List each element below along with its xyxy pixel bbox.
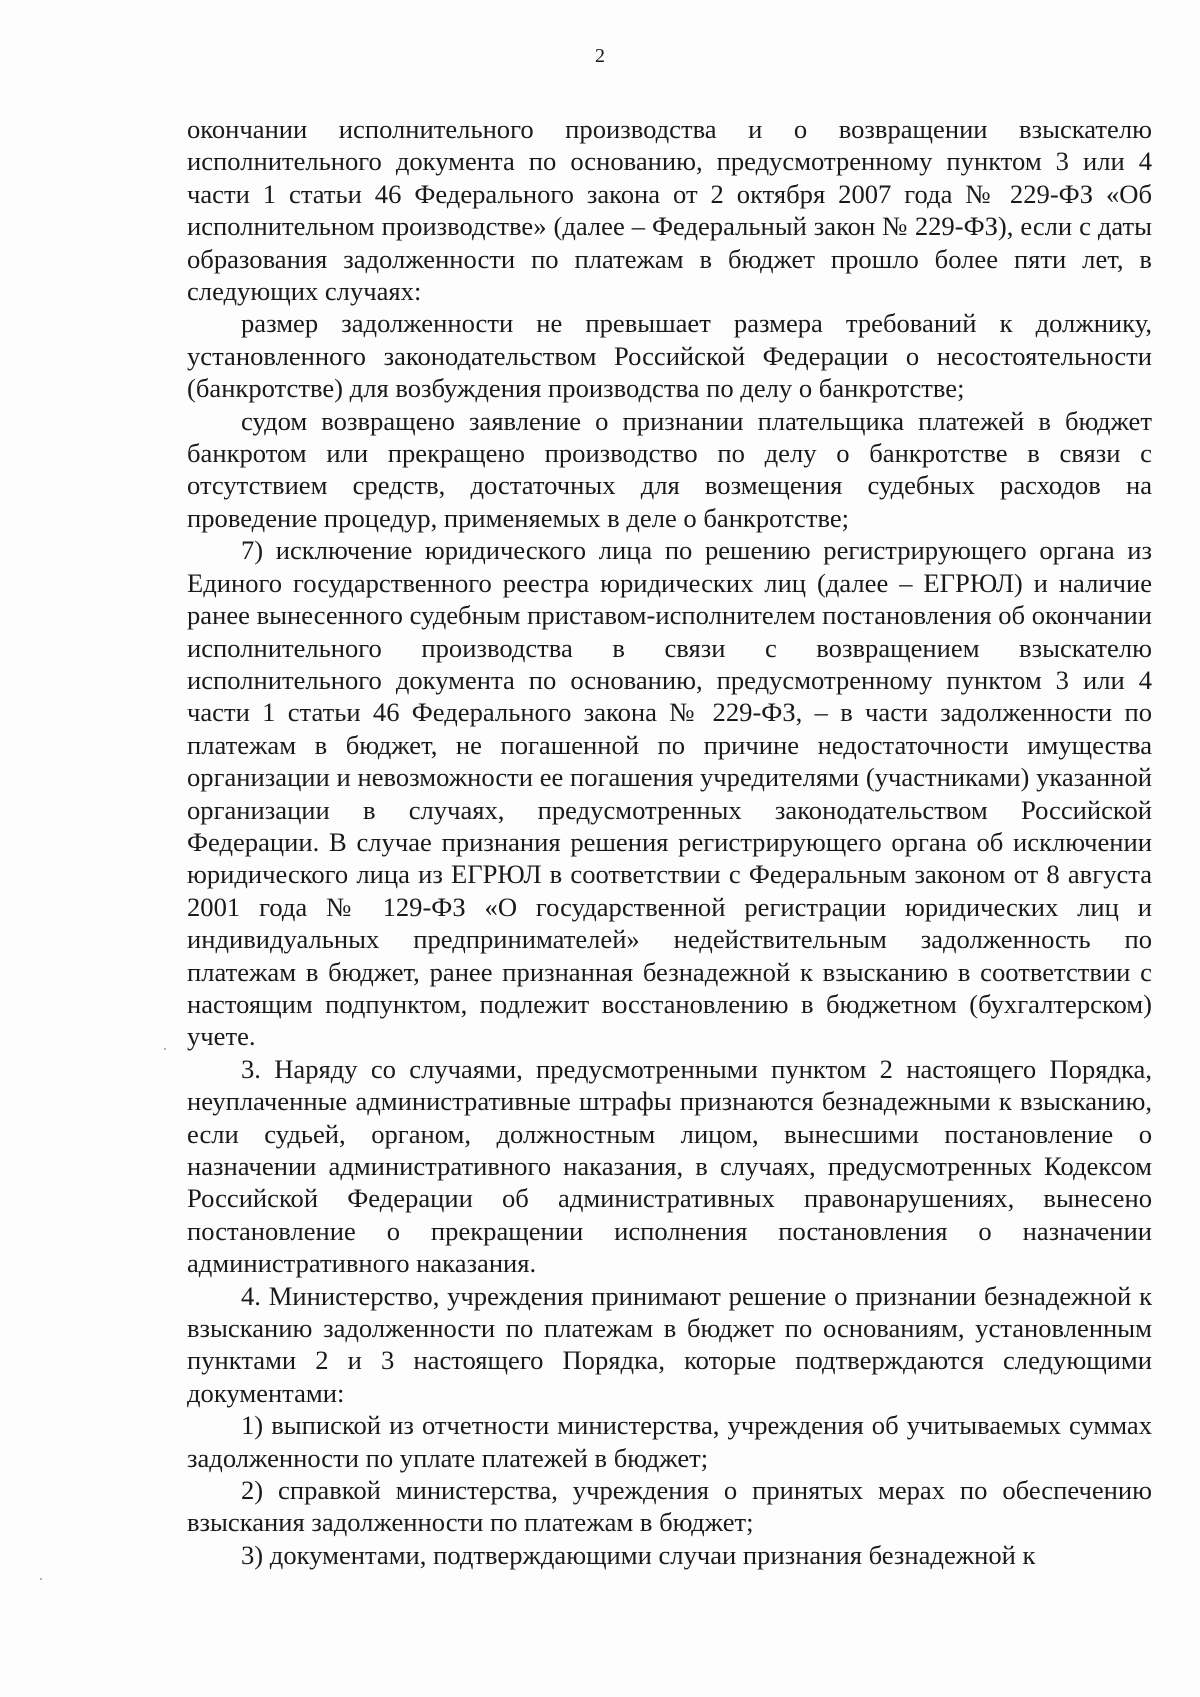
paragraph-item-3: 3. Наряду со случаями, предусмотренными пунктом 2 настоящего Порядка, неуплаченные административные штрафы признаются безнадежными к взысканию, если судьей, органом, должностным лицом, вынесшими постановление о назначении административного наказания, в случаях, предусмотренных Кодексом Российской Федерации об административных правонарушениях, вынесено постановление о прекращении исполнения постановления о назначении административного наказания. xyxy=(187,1053,1152,1279)
paragraph-subitem-1: 1) выпиской из отчетности министерства, учреждения об учитываемых суммах задолженности по уплате платежей в бюджет; xyxy=(187,1410,1152,1473)
paragraph-debt-size: размер задолженности не превышает размера требований к должнику, установленного законодательством Российской Федерации о несостоятельности (банкротстве) для возбуждения производства по делу о банкротстве; xyxy=(187,308,1152,404)
scan-speck xyxy=(40,1578,42,1580)
page-number: 2 xyxy=(595,45,605,67)
scan-speck xyxy=(164,1048,166,1050)
paragraph-continuation: окончании исполнительного производства и о возвращении взыскателю исполнительного документа по основанию, предусмотренному пунктом 3 или 4 части 1 статьи 46 Федерального закона от 2 октября 2007 года № 229-ФЗ «Об исполнительном производстве» (далее – Федеральный закон № 229-ФЗ), если с даты образования задолженности по платежам в бюджет прошло более пяти лет, в следующих случаях: xyxy=(187,114,1152,307)
paragraph-item-7: 7) исключение юридического лица по решению регистрирующего органа из Единого государственного реестра юридических лиц (далее – ЕГРЮЛ) и наличие ранее вынесенного судебным приставом-исполнителем постановления об окончании исполнительного производства в связи с возвращением взыскателю исполнительного документа по основанию, предусмотренному пунктом 3 или 4 части 1 статьи 46 Федерального закона № 229-ФЗ, – в части задолженности по платежам в бюджет, не погашенной по причине недостаточности имущества организации и невозможности ее погашения учредителями (участниками) указанной организации в случаях, предусмотренных законодательством Российской Федерации. В случае признания решения регистрирующего органа об исключении юридического лица из ЕГРЮЛ в соответствии с Федеральным законом от 8 августа 2001 года № 129-ФЗ «О государственной регистрации юридических лиц и индивидуальных предпринимателей» недействительным задолженность по платежам в бюджет, ранее признанная безнадежной к взысканию в соответствии с настоящим подпунктом, подлежит восстановлению в бюджетном (бухгалтерском) учете. xyxy=(187,535,1152,1052)
paragraph-item-4: 4. Министерство, учреждения принимают решение о признании безнадежной к взысканию задолженности по платежам в бюджет по основаниям, установленным пунктами 2 и 3 настоящего Порядка, которые подтверждаются следующими документами: xyxy=(187,1280,1152,1408)
paragraph-subitem-2: 2) справкой министерства, учреждения о принятых мерах по обеспечению взыскания задолженности по платежам в бюджет; xyxy=(187,1475,1152,1538)
paragraph-court-returned: судом возвращено заявление о признании плательщика платежей в бюджет банкротом или прекращено производство по делу о банкротстве в связи с отсутствием средств, достаточных для возмещения судебных расходов на проведение процедур, применяемых в деле о банкротстве; xyxy=(187,405,1152,533)
document-body xyxy=(187,113,1152,1571)
paragraph-subitem-3: 3) документами, подтверждающими случаи признания безнадежной к xyxy=(241,1539,1036,1570)
